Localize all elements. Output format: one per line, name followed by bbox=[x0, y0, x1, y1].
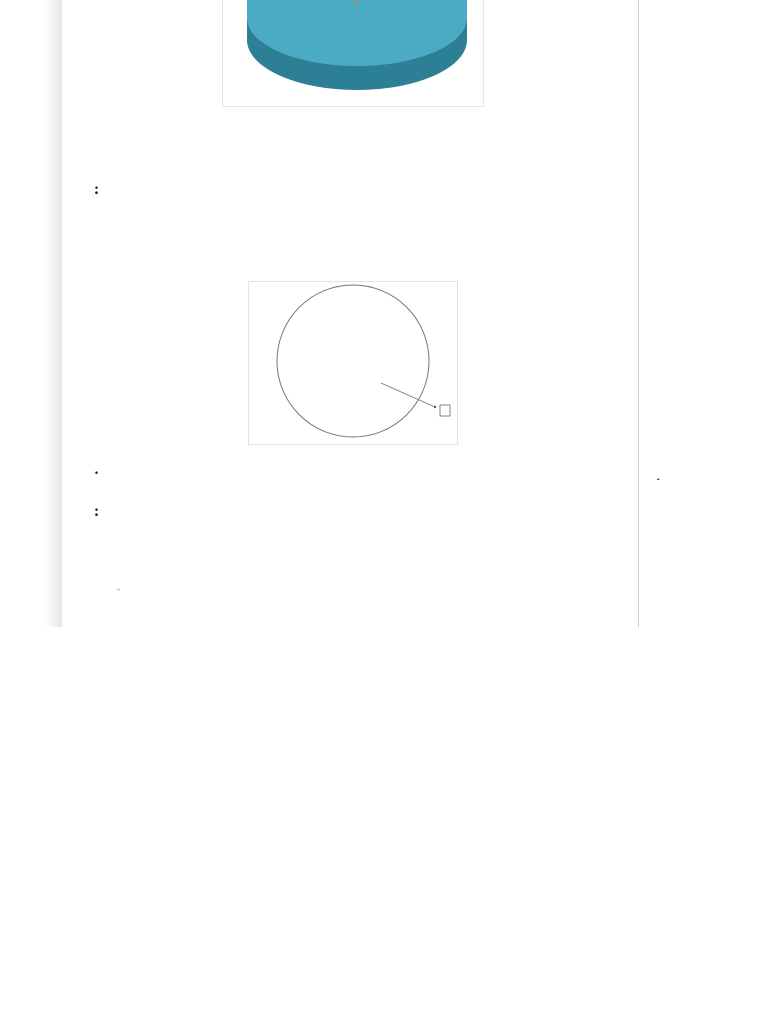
wafer-outline bbox=[277, 285, 429, 437]
page-left-shadow bbox=[44, 0, 62, 627]
fabrication-concepts-list bbox=[94, 183, 594, 188]
edn-feed-list bbox=[657, 475, 740, 480]
print-footer bbox=[30, 993, 738, 1007]
wafer-diagram bbox=[248, 281, 458, 445]
single-die bbox=[440, 405, 450, 416]
pie-chart-remnant bbox=[242, 0, 472, 100]
yield-notes-list bbox=[94, 505, 600, 510]
sidebar-divider bbox=[638, 0, 639, 627]
yield-intro-list bbox=[94, 468, 107, 473]
sidebar-popular-posts bbox=[666, 0, 740, 6]
callout-dot bbox=[434, 406, 436, 408]
